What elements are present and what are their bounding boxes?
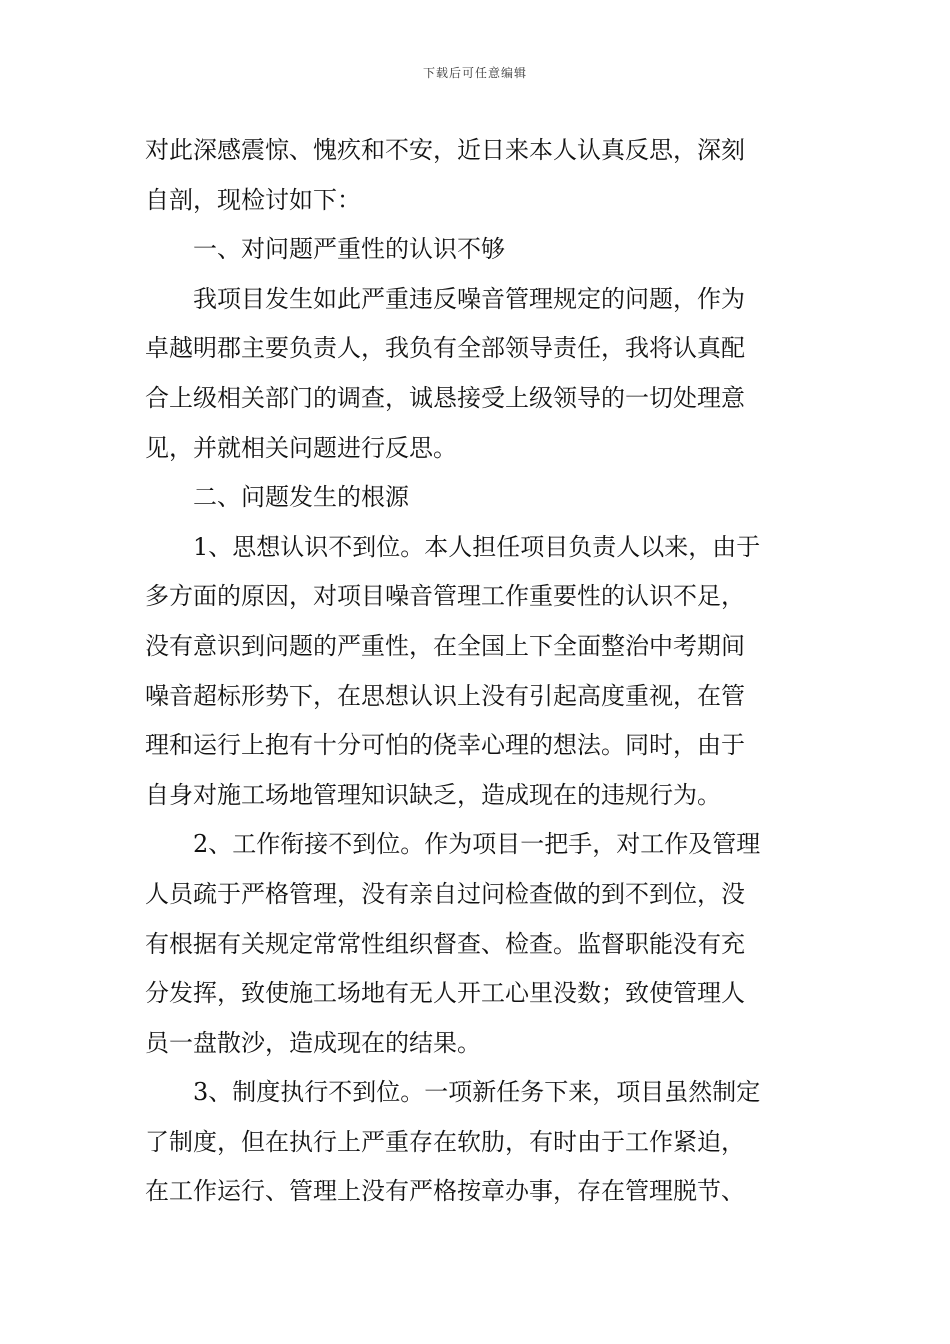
page-header: 下载后可任意编辑: [422, 66, 527, 80]
text-line: 噪音超标形势下，在思想认识上没有引起高度重视，在管: [145, 681, 745, 710]
text-line: 在工作运行、管理上没有严格按章办事，存在管理脱节、: [145, 1177, 745, 1206]
text-line: 理和运行上抱有十分可怕的侥幸心理的想法。同时，由于: [145, 731, 745, 760]
text-line: 卓越明郡主要负责人，我负有全部领导责任，我将认真配: [145, 334, 745, 363]
text-line: 自剖，现检讨如下：: [145, 185, 361, 214]
text-line: 一、对问题严重性的认识不够: [193, 235, 505, 264]
text-line: 见，并就相关问题进行反思。: [145, 433, 457, 462]
text-line: 我项目发生如此严重违反噪音管理规定的问题，作为: [193, 284, 745, 313]
text-line: 合上级相关部门的调查，诚恳接受上级领导的一切处理意: [145, 383, 745, 412]
text-line: 员一盘散沙，造成现在的结果。: [145, 1028, 481, 1057]
text-line: 了制度，但在执行上严重存在软肋，有时由于工作紧迫，: [145, 1127, 745, 1156]
text-line: 没有意识到问题的严重性，在全国上下全面整治中考期间: [145, 631, 745, 660]
text-line: 3、制度执行不到位。一项新任务下来，项目虽然制定: [193, 1078, 761, 1107]
text-line: 多方面的原因，对项目噪音管理工作重要性的认识不足，: [145, 582, 745, 611]
text-line: 分发挥，致使施工场地有无人开工心里没数；致使管理人: [145, 979, 745, 1008]
text-line: 自身对施工场地管理知识缺乏，造成现在的违规行为。: [145, 780, 721, 809]
document-body: [145, 126, 813, 1217]
text-line: 有根据有关规定常常性组织督查、检查。监督职能没有充: [145, 929, 745, 958]
text-line: 2、工作衔接不到位。作为项目一把手，对工作及管理: [193, 830, 761, 859]
text-line: 二、问题发生的根源: [193, 483, 409, 512]
text-line: 1、思想认识不到位。本人担任项目负责人以来，由于: [193, 532, 761, 561]
text-line: 人员疏于严格管理，没有亲自过问检查做的到不到位，没: [145, 879, 745, 908]
text-line: 对此深感震惊、愧疚和不安，近日来本人认真反思，深刻: [145, 136, 745, 164]
